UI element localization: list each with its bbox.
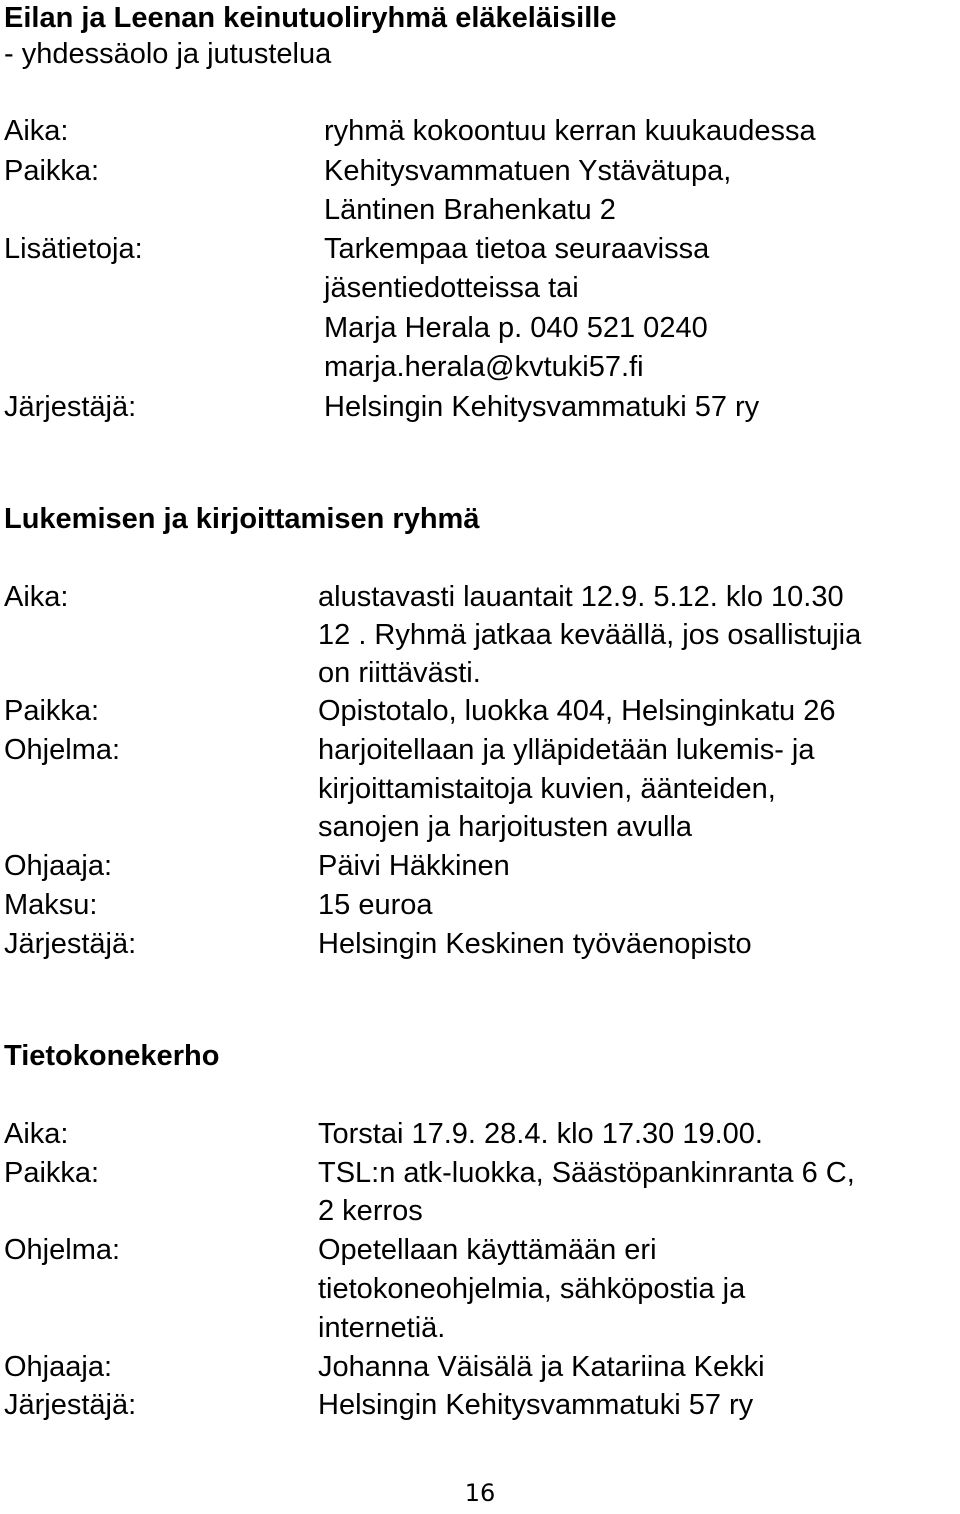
section3-value-ohjelma-2: tietokoneohjelmia, sähköpostia ja <box>318 1273 746 1305</box>
section3-value-aika: Torstai 17.9. 28.4. klo 17.30 19.00. <box>318 1118 763 1150</box>
page-number: 16 <box>464 1479 496 1507</box>
section3-value-ohjelma-1: Opetellaan käyttämään eri <box>318 1234 657 1266</box>
section2-value-ohjelma-1: harjoitellaan ja ylläpidetään lukemis- ja <box>318 734 815 766</box>
section2-label-paikka: Paikka: <box>4 695 100 727</box>
section3-label-paikka: Paikka: <box>4 1157 100 1189</box>
section3-label-aika: Aika: <box>4 1118 69 1150</box>
section2-value-maksu: 15 euroa <box>318 889 433 921</box>
section2-value-ohjelma-3: sanojen ja harjoitusten avulla <box>318 811 693 843</box>
section2-value-ohjelma-2: kirjoittamistaitoja kuvien, äänteiden, <box>318 773 776 805</box>
section3-title: Tietokonekerho <box>4 1040 220 1072</box>
section1-value-lisatietoja-3: Marja Herala p. 040 521 0240 <box>324 312 708 344</box>
section3-label-ohjelma: Ohjelma: <box>4 1234 121 1266</box>
section1-label-jarjestaja: Järjestäjä: <box>4 391 137 423</box>
section1-value-aika: ryhmä kokoontuu kerran kuukaudessa <box>324 115 816 147</box>
section2-label-aika: Aika: <box>4 581 69 613</box>
section2-label-jarjestaja: Järjestäjä: <box>4 928 137 960</box>
section1-label-paikka: Paikka: <box>4 155 100 187</box>
section3-label-jarjestaja: Järjestäjä: <box>4 1389 137 1421</box>
section1-value-paikka-2: Läntinen Brahenkatu 2 <box>324 194 616 226</box>
section1-value-paikka-1: Kehitysvammatuen Ystävätupa, <box>324 155 732 187</box>
section3-value-paikka-2: 2 kerros <box>318 1195 423 1227</box>
section2-value-aika-3: on riittävästi. <box>318 657 481 689</box>
section1-value-lisatietoja-2: jäsentiedotteissa tai <box>324 272 579 304</box>
section3-value-jarjestaja: Helsingin Kehitysvammatuki 57 ry <box>318 1389 754 1421</box>
section2-value-aika-1: alustavasti lauantait 12.9. 5.12. klo 10.30 <box>318 581 844 613</box>
section3-value-ohjaaja: Johanna Väisälä ja Katariina Kekki <box>318 1351 765 1383</box>
section2-value-ohjaaja: Päivi Häkkinen <box>318 850 510 882</box>
section2-value-aika-2: 12 . Ryhmä jatkaa keväällä, jos osallistujia <box>318 619 862 651</box>
section1-value-lisatietoja-1: Tarkempaa tietoa seuraavissa <box>324 233 710 265</box>
section1-title: Eilan ja Leenan keinutuoliryhmä eläkeläisille <box>4 2 617 34</box>
section2-label-maksu: Maksu: <box>4 889 98 921</box>
section2-value-jarjestaja: Helsingin Keskinen työväenopisto <box>318 928 752 960</box>
section2-label-ohjelma: Ohjelma: <box>4 734 121 766</box>
section2-value-paikka: Opistotalo, luokka 404, Helsinginkatu 26 <box>318 695 836 727</box>
section1-label-lisatietoja: Lisätietoja: <box>4 233 143 265</box>
section2-label-ohjaaja: Ohjaaja: <box>4 850 113 882</box>
section2-title: Lukemisen ja kirjoittamisen ryhmä <box>4 503 480 535</box>
section3-label-ohjaaja: Ohjaaja: <box>4 1351 113 1383</box>
section1-label-aika: Aika: <box>4 115 69 147</box>
section1-value-email: marja.herala@kvtuki57.fi <box>324 351 644 383</box>
section3-value-ohjelma-3: internetiä. <box>318 1312 446 1344</box>
section1-subtitle: - yhdessäolo ja jutustelua <box>4 38 332 70</box>
section1-value-jarjestaja: Helsingin Kehitysvammatuki 57 ry <box>324 391 760 423</box>
section3-value-paikka-1: TSL:n atk-luokka, Säästöpankinranta 6 C, <box>318 1157 855 1189</box>
